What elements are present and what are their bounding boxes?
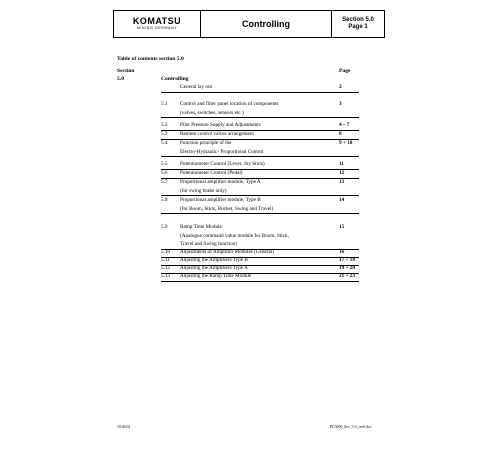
toc-entry-line: General lay out [180,84,212,90]
toc-entry-page: 9 + 10 [339,140,353,146]
toc-entry-page: 21 + 23 [339,273,355,279]
toc-entry-line: Proportional amplifier module, Type B [180,197,261,203]
toc-entry-number: 5.4 [161,140,168,146]
toc-entry-line: Electro-Hydraulic- Proportional Control [180,148,264,155]
toc-entry-line: Function principle of the [180,140,232,146]
toc-entry-number: 5.7 [161,179,168,185]
toc-entry-title [180,272,330,281]
toc-entry-number: 5.6 [161,170,168,176]
toc-entry [161,223,359,250]
toc-entry-line: (valves, switches, sensors etc.) [180,109,244,116]
page-header [113,10,385,38]
toc-entry-line: Pilot Pressure Supply and Adjustments [180,122,261,128]
section-number: 5.0 [117,76,124,82]
toc-entry-line: Potentiometer Control (Pedal) [180,170,243,176]
section-title: Controlling [161,76,189,82]
toc-entry-page: 17 + 18 [339,257,355,263]
toc-entry-page: 16 [339,249,345,255]
toc-entry [161,83,359,93]
toc-entry-title [180,121,330,130]
toc-entry-title [180,100,330,117]
komatsu-logo [114,11,201,37]
toc-entry [161,196,359,214]
toc-entry-page: 13 [339,179,345,185]
page-label: Page 1 [348,24,368,30]
toc-entry-page: 11 [339,161,344,167]
toc-entry-page: 12 [339,170,345,176]
toc-entry-line: Adjusting the Amplifiers Type B [180,257,248,263]
toc-entry-number: 5.10 [161,249,171,255]
toc-entry-number: 5.13 [161,273,171,279]
toc-entry-number: 5.3 [161,131,168,137]
toc-entry-title [180,130,330,139]
toc-entry-line: Potentiometer Control (Lever, Joy Stick) [180,161,265,167]
toc-entry-line: (for Boom, Stick, Bucket, Swing and Travel) [180,205,274,212]
toc-entry-number: 5.8 [161,197,168,203]
toc-entry-number: 5.1 [161,101,168,107]
section-label: Section 5.0 [342,17,374,23]
toc-entry-line: (Analogue command value module for Boom, Stick, [180,232,289,239]
toc-entry-title [180,139,330,156]
toc-entry-title [180,83,330,92]
toc-entry-title [180,196,330,213]
toc-entry-title [180,223,330,249]
toc-entry-line: Ramp Time Module [180,224,222,230]
toc-entry-page: 3 [339,101,342,107]
toc-entry-line: Proportional amplifier module, Type A [180,179,261,185]
toc-entry-title [180,178,330,195]
toc-entry-page: 19 + 20 [339,265,355,271]
toc-entry-number: 5.11 [161,257,170,263]
toc-entry-number: 5.12 [161,265,171,271]
toc-entry-number: 5.9 [161,224,168,230]
toc-entry-page: 8 [339,131,342,137]
toc-entry [161,178,359,196]
toc-entry-line: Adjustments of Amplifier Modules (General) [180,249,274,255]
toc-entry-page: 2 [339,84,342,90]
logo-subtitle: MINING GERMANY [136,26,178,30]
toc-entry [161,139,359,157]
toc-entry-page: 15 [339,224,345,230]
toc-entry-page: 4 – 7 [339,122,350,128]
toc-entry-line: Adjusting the Ramp Time Module [180,273,252,279]
toc-entry-line: Adjusting the Amplifiers Type A [180,265,248,271]
footer-filename: PC3000_Sec_5-0_rev0.doc [330,425,372,429]
toc-entry [161,100,359,118]
toc-entry-line: Remote control valves arrangement [180,131,254,137]
column-header-section: Section [117,68,135,74]
toc-entry [161,272,359,282]
footer-date: 18.06.02 [117,425,131,429]
logo-wordmark: KOMATSU [132,16,182,26]
toc-entry-line: (for swing brake only) [180,187,227,194]
toc-entry-title [180,160,330,169]
toc-entry-number: 5.2 [161,122,168,128]
toc-entry-line: Control and filter panel location of components [180,101,279,107]
toc-entry-number: 5.5 [161,161,168,167]
toc-entry-page: 14 [339,197,345,203]
toc-entry-line: Travel and Swing function) [180,241,238,247]
toc-heading: Table of contents section 5.0 [117,56,184,62]
document-title: Controlling [242,19,290,29]
toc-entry-title [180,169,330,178]
column-header-page: Page [339,68,351,74]
section-page-box [331,11,384,37]
